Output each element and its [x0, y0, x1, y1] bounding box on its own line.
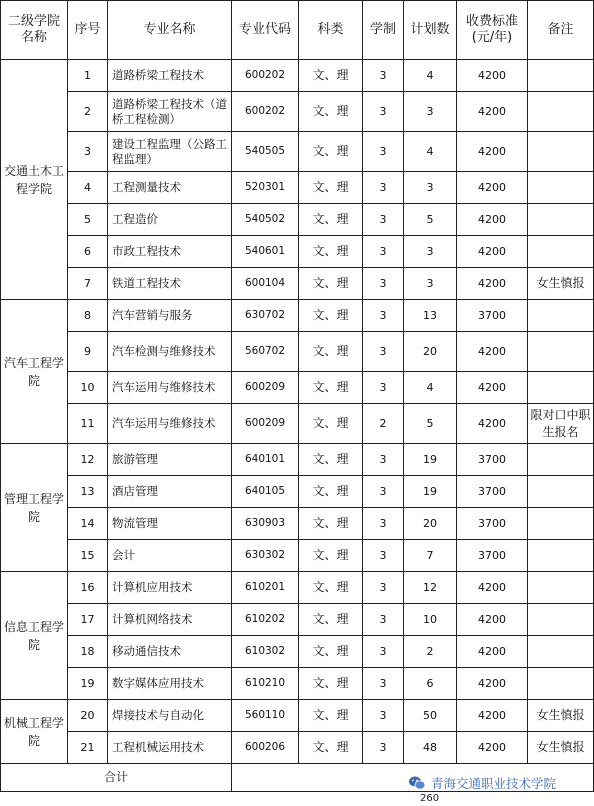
- remark: [528, 236, 594, 268]
- header-plan: 计划数: [404, 1, 457, 60]
- table-row: [1, 332, 594, 372]
- watermark-text: 青海交通职业技术学院: [431, 776, 557, 791]
- major-name: 道路桥梁工程技术: [108, 60, 232, 92]
- table-row: [1, 508, 594, 540]
- years: 3: [363, 700, 404, 732]
- years: 3: [363, 604, 404, 636]
- header-years: 学制: [363, 1, 404, 60]
- major-code: 600209: [232, 372, 299, 404]
- category: 文、理: [299, 268, 363, 300]
- major-name: 市政工程技术: [108, 236, 232, 268]
- row-number: 15: [68, 540, 108, 572]
- major-code: 610302: [232, 636, 299, 668]
- table-row: [1, 372, 594, 404]
- major-code: 560702: [232, 332, 299, 372]
- plan-count: 19: [404, 476, 457, 508]
- header-fee: 收费标准(元/年): [457, 1, 528, 60]
- row-number: 14: [68, 508, 108, 540]
- years: 3: [363, 332, 404, 372]
- table-row: [1, 476, 594, 508]
- category: 文、理: [299, 132, 363, 172]
- row-number: 1: [68, 60, 108, 92]
- years: 3: [363, 204, 404, 236]
- major-code: 600202: [232, 92, 299, 132]
- major-name: 工程造价: [108, 204, 232, 236]
- category: 文、理: [299, 476, 363, 508]
- major-name: 汽车检测与维修技术: [108, 332, 232, 372]
- plan-count: 13: [404, 300, 457, 332]
- major-name: 移动通信技术: [108, 636, 232, 668]
- category: 文、理: [299, 508, 363, 540]
- category: 文、理: [299, 732, 363, 764]
- department-cell: 机械工程学院: [1, 700, 68, 764]
- plan-count: 3: [404, 92, 457, 132]
- major-code: 540601: [232, 236, 299, 268]
- header-category: 科类: [299, 1, 363, 60]
- category: 文、理: [299, 204, 363, 236]
- remark: [528, 636, 594, 668]
- department-cell: 交通土木工程学院: [1, 60, 68, 300]
- remark: 女生慎报: [528, 732, 594, 764]
- wechat-icon: [408, 774, 426, 792]
- remark: [528, 204, 594, 236]
- major-name: 铁道工程技术: [108, 268, 232, 300]
- plan-count: 48: [404, 732, 457, 764]
- fee: 4200: [457, 372, 528, 404]
- header-department: 二级学院名称: [1, 1, 68, 60]
- fee: 3700: [457, 508, 528, 540]
- header-row: [1, 1, 594, 60]
- years: 3: [363, 732, 404, 764]
- major-code: 600206: [232, 732, 299, 764]
- major-code: 610202: [232, 604, 299, 636]
- table-body: [1, 60, 594, 764]
- years: 3: [363, 172, 404, 204]
- major-code: 610210: [232, 668, 299, 700]
- plan-count: 12: [404, 572, 457, 604]
- major-code: 600209: [232, 404, 299, 444]
- major-name: 物流管理: [108, 508, 232, 540]
- fee: 4200: [457, 332, 528, 372]
- table-row: [1, 300, 594, 332]
- row-number: 3: [68, 132, 108, 172]
- remark: 限对口中职生报名: [528, 404, 594, 444]
- fee: 4200: [457, 204, 528, 236]
- row-number: 19: [68, 668, 108, 700]
- table-row: [1, 92, 594, 132]
- row-number: 7: [68, 268, 108, 300]
- years: 3: [363, 476, 404, 508]
- remark: [528, 668, 594, 700]
- years: 3: [363, 300, 404, 332]
- row-number: 20: [68, 700, 108, 732]
- row-number: 10: [68, 372, 108, 404]
- major-code: 640101: [232, 444, 299, 476]
- table-row: [1, 668, 594, 700]
- major-code: 630302: [232, 540, 299, 572]
- years: 3: [363, 636, 404, 668]
- major-code: 630702: [232, 300, 299, 332]
- major-code: 600202: [232, 60, 299, 92]
- category: 文、理: [299, 172, 363, 204]
- table-row: [1, 636, 594, 668]
- fee: 4200: [457, 92, 528, 132]
- watermark: [408, 770, 594, 796]
- major-name: 旅游管理: [108, 444, 232, 476]
- major-code: 540502: [232, 204, 299, 236]
- table-row: [1, 732, 594, 764]
- years: 3: [363, 668, 404, 700]
- row-number: 4: [68, 172, 108, 204]
- remark: [528, 444, 594, 476]
- years: 3: [363, 444, 404, 476]
- major-code: 610201: [232, 572, 299, 604]
- remark: [528, 372, 594, 404]
- plan-count: 10: [404, 604, 457, 636]
- category: 文、理: [299, 372, 363, 404]
- fee: 4200: [457, 60, 528, 92]
- major-name: 焊接技术与自动化: [108, 700, 232, 732]
- plan-count: 4: [404, 60, 457, 92]
- major-name: 道路桥梁工程技术（道桥工程检测）: [108, 92, 232, 132]
- table-row: [1, 700, 594, 732]
- major-name: 工程机械运用技术: [108, 732, 232, 764]
- table-row: [1, 604, 594, 636]
- plan-count: 5: [404, 204, 457, 236]
- category: 文、理: [299, 636, 363, 668]
- header-major-code: 专业代码: [232, 1, 299, 60]
- remark: 女生慎报: [528, 268, 594, 300]
- plan-count: 3: [404, 172, 457, 204]
- header-number: 序号: [68, 1, 108, 60]
- remark: [528, 92, 594, 132]
- category: 文、理: [299, 668, 363, 700]
- row-number: 9: [68, 332, 108, 372]
- plan-count: 2: [404, 636, 457, 668]
- plan-count: 6: [404, 668, 457, 700]
- category: 文、理: [299, 444, 363, 476]
- plan-count: 4: [404, 372, 457, 404]
- major-name: 汽车运用与维修技术: [108, 372, 232, 404]
- remark: [528, 540, 594, 572]
- remark: [528, 132, 594, 172]
- row-number: 16: [68, 572, 108, 604]
- row-number: 5: [68, 204, 108, 236]
- remark: [528, 332, 594, 372]
- category: 文、理: [299, 300, 363, 332]
- fee: 4200: [457, 636, 528, 668]
- header-remark: 备注: [528, 1, 594, 60]
- years: 3: [363, 236, 404, 268]
- row-number: 12: [68, 444, 108, 476]
- years: 3: [363, 540, 404, 572]
- table-row: [1, 404, 594, 444]
- major-name: 汽车营销与服务: [108, 300, 232, 332]
- category: 文、理: [299, 60, 363, 92]
- major-code: 600104: [232, 268, 299, 300]
- years: 3: [363, 60, 404, 92]
- department-cell: 汽车工程学院: [1, 300, 68, 444]
- plan-count: 5: [404, 404, 457, 444]
- fee: 4200: [457, 732, 528, 764]
- fee: 4200: [457, 132, 528, 172]
- remark: [528, 508, 594, 540]
- plan-count: 3: [404, 268, 457, 300]
- department-cell: 信息工程学院: [1, 572, 68, 700]
- major-code: 630903: [232, 508, 299, 540]
- years: 3: [363, 508, 404, 540]
- major-code: 520301: [232, 172, 299, 204]
- table-row: [1, 540, 594, 572]
- major-name: 会计: [108, 540, 232, 572]
- table-row: [1, 236, 594, 268]
- fee: 3700: [457, 444, 528, 476]
- category: 文、理: [299, 572, 363, 604]
- fee: 4200: [457, 700, 528, 732]
- row-number: 8: [68, 300, 108, 332]
- department-cell: 管理工程学院: [1, 444, 68, 572]
- years: 2: [363, 404, 404, 444]
- category: 文、理: [299, 540, 363, 572]
- row-number: 2: [68, 92, 108, 132]
- row-number: 11: [68, 404, 108, 444]
- remark: [528, 172, 594, 204]
- plan-count: 20: [404, 332, 457, 372]
- category: 文、理: [299, 700, 363, 732]
- fee: 3700: [457, 300, 528, 332]
- category: 文、理: [299, 332, 363, 372]
- row-number: 18: [68, 636, 108, 668]
- plan-count: 50: [404, 700, 457, 732]
- plan-count: 3: [404, 236, 457, 268]
- category: 文、理: [299, 236, 363, 268]
- category: 文、理: [299, 404, 363, 444]
- remark: 女生慎报: [528, 700, 594, 732]
- row-number: 21: [68, 732, 108, 764]
- major-name: 建设工程监理（公路工程监理）: [108, 132, 232, 172]
- table-row: [1, 132, 594, 172]
- category: 文、理: [299, 92, 363, 132]
- years: 3: [363, 132, 404, 172]
- major-name: 数字媒体应用技术: [108, 668, 232, 700]
- major-name: 计算机应用技术: [108, 572, 232, 604]
- major-code: 640105: [232, 476, 299, 508]
- table-row: [1, 60, 594, 92]
- fee: 4200: [457, 404, 528, 444]
- years: 3: [363, 92, 404, 132]
- remark: [528, 572, 594, 604]
- years: 3: [363, 268, 404, 300]
- remark: [528, 604, 594, 636]
- row-number: 13: [68, 476, 108, 508]
- plan-count: 20: [404, 508, 457, 540]
- table-row: [1, 204, 594, 236]
- plan-count: 4: [404, 132, 457, 172]
- remark: [528, 476, 594, 508]
- fee: 4200: [457, 236, 528, 268]
- header-major: 专业名称: [108, 1, 232, 60]
- fee: 4200: [457, 668, 528, 700]
- fee: 4200: [457, 172, 528, 204]
- major-name: 汽车运用与维修技术: [108, 404, 232, 444]
- major-name: 工程测量技术: [108, 172, 232, 204]
- major-code: 560110: [232, 700, 299, 732]
- fee: 4200: [457, 572, 528, 604]
- fee: 3700: [457, 540, 528, 572]
- years: 3: [363, 572, 404, 604]
- row-number: 17: [68, 604, 108, 636]
- total-label: 合计: [1, 764, 232, 792]
- table-row: [1, 444, 594, 476]
- plan-count: 19: [404, 444, 457, 476]
- fee: 4200: [457, 604, 528, 636]
- row-number: 6: [68, 236, 108, 268]
- table-row: [1, 172, 594, 204]
- remark: [528, 60, 594, 92]
- fee: 4200: [457, 268, 528, 300]
- major-name: 计算机网络技术: [108, 604, 232, 636]
- major-name: 酒店管理: [108, 476, 232, 508]
- fee: 3700: [457, 476, 528, 508]
- years: 3: [363, 372, 404, 404]
- total-value: 260: [420, 793, 440, 804]
- table-row: [1, 268, 594, 300]
- category: 文、理: [299, 604, 363, 636]
- plan-count: 7: [404, 540, 457, 572]
- major-code: 540505: [232, 132, 299, 172]
- table-row: [1, 572, 594, 604]
- remark: [528, 300, 594, 332]
